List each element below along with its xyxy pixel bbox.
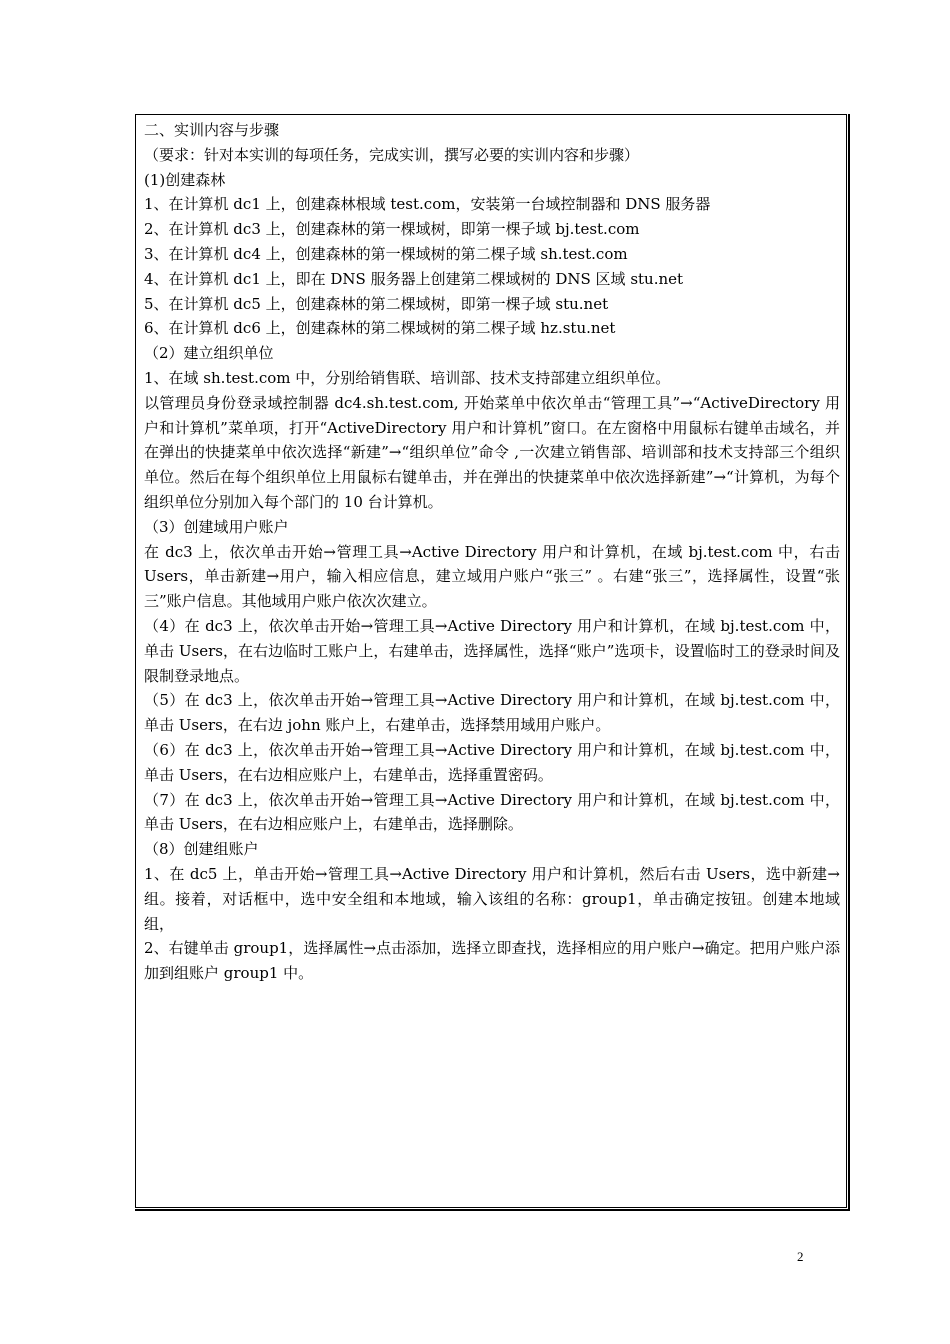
document-body [144, 118, 840, 986]
paragraph: 1、在计算机 dc1 上，创建森林根域 test.com，安装第一台域控制器和 DNS 服务器 [144, 195, 711, 214]
paragraph: 4、在计算机 dc1 上，即在 DNS 服务器上创建第二棵域树的 DNS 区域 stu.net [144, 269, 684, 288]
paragraph: 2、在计算机 dc3 上，创建森林的第一棵域树，即第一棵子域 bj.test.com [144, 220, 640, 239]
paragraph: 2、右键单击 group1，选择属性→点击添加，选择立即查找，选择相应的用户账户→确定。把用户账户添加到组账户 group1 中。 [144, 939, 840, 983]
section-heading: 二、实训内容与步骤 [144, 121, 280, 139]
paragraph: （7）在 dc3 上，依次单击开始→管理工具→Active Directory 用户和计算机，在域 bj.test.com 中，单击 Users，在右边相应账户上，右建单击，选择删除。 [144, 790, 840, 834]
requirement-note: （要求：针对本实训的每项任务，完成实训，撰写必要的实训内容和步骤） [144, 145, 640, 164]
paragraph: 5、在计算机 dc5 上，创建森林的第二棵域树，即第一棵子域 stu.net [144, 294, 609, 313]
subheading-create-forest: (1)创建森林 [144, 170, 226, 189]
paragraph: 3、在计算机 dc4 上，创建森林的第一棵域树的第二棵子域 sh.test.com [144, 244, 628, 263]
paragraph: （6）在 dc3 上，依次单击开始→管理工具→Active Directory 用户和计算机，在域 bj.test.com 中，单击 Users，在右边相应账户上，右建单击，选择重置密码。 [144, 740, 840, 784]
subheading-org-units: （2）建立组织单位 [144, 344, 274, 363]
paragraph: 以管理员身份登录域控制器 dc4.sh.test.com, 开始菜单中依次单击“管理工具”→“ActiveDirectory 用户和计算机”菜单项，打开“ActiveDirectory 用户和计算机”窗口。在左窗格中用鼠标右键单击域名，并在弹出的快捷菜单中依次选择“新建”→“组织单位”命令 ,一次建立销售部、培训部和技术支持部三个组织单位。然后在每个组织单位上用鼠标右键单击，并在弹出的快捷菜单中依次选择新建”→“计算机，为每个组织单位分别加入每个部门的 10 台计算机。 [144, 393, 840, 511]
frame-border-right [848, 114, 850, 1211]
paragraph: （5）在 dc3 上，依次单击开始→管理工具→Active Directory 用户和计算机，在域 bj.test.com 中，单击 Users，在右边 john 账户上，右建单击，选择禁用域用户账户。 [144, 691, 840, 735]
paragraph: 6、在计算机 dc6 上，创建森林的第二棵域树的第二棵子域 hz.stu.net [144, 319, 616, 338]
subheading-domain-users: （3）创建域用户账户 [144, 517, 289, 536]
paragraph: 1、在域 sh.test.com 中，分别给销售联、培训部、技术支持部建立组织单位。 [144, 368, 671, 387]
page-number: 2 [797, 1249, 804, 1264]
frame-border-bottom [135, 1209, 850, 1211]
subheading-group-accounts: （8）创建组账户 [144, 840, 259, 859]
paragraph: 在 dc3 上，依次单击开始→管理工具→Active Directory 用户和计算机，在域 bj.test.com 中，右击 Users，单击新建→用户，输入相应信息，建立域用户账户“张三” 。右建“张三”，选择属性，设置“张三”账户信息。其他域用户账户依次次建立。 [144, 542, 840, 611]
paragraph: 1、在 dc5 上，单击开始→管理工具→Active Directory 用户和计算机，然后右击 Users，选中新建→组。接着，对话框中，选中安全组和本地域，输入该组的名称：group1，单击确定按钮。创建本地域组， [144, 864, 840, 933]
paragraph: （4）在 dc3 上，依次单击开始→管理工具→Active Directory 用户和计算机，在域 bj.test.com 中，单击 Users，在右边临时工账户上，右建单击，选择属性，选择“账户”选项卡，设置临时工的登录时间及限制登录地点。 [144, 616, 840, 685]
